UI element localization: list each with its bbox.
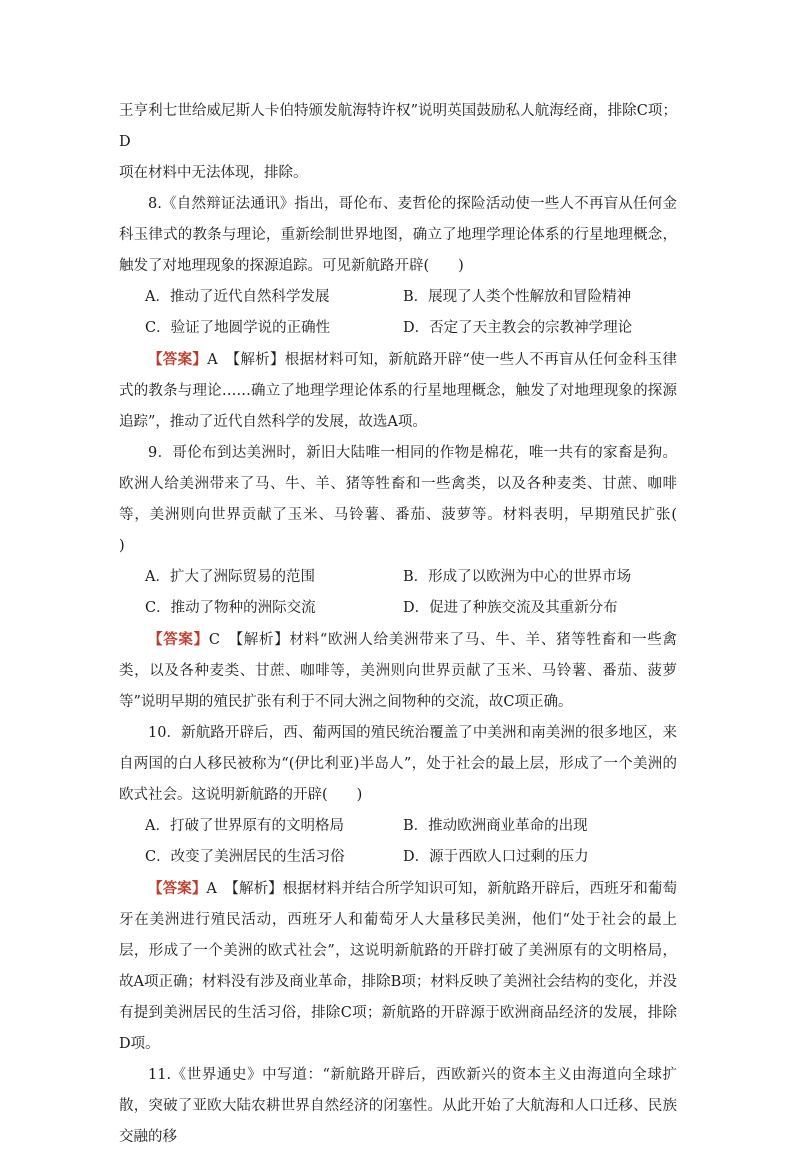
- option-d: D．否定了天主教会的宗教神学理论: [403, 320, 633, 336]
- question-9-options-row-1: [119, 562, 677, 593]
- question-8-stem: 8.《自然辩证法通讯》指出，哥伦布、麦哲伦的探险活动使一些人不再盲从任何金科玉律式的教条与理论，重新绘制世界地图，确立了地理学理论体系的行星地理概念，触发了对地理现象的探源追踪。可见新航路开辟( ): [119, 196, 677, 274]
- answer-text: C 【解析】材料“欧洲人给美洲带来了马、牛、羊、猪等牲畜和一些禽类，以及各种麦类、甘蔗、咖啡等，美洲则向世界贡献了玉米、马铃薯、番茄、菠萝等”说明早期的殖民扩张有利于不同大洲之间物种的交流，故C项正确。: [119, 632, 677, 710]
- option-d: D．源于西欧人口过剩的压力: [403, 849, 589, 865]
- question-9-options-row-2: [119, 593, 677, 624]
- option-c: C．验证了地圆学说的正确性: [145, 320, 331, 336]
- intro-line-1: 王亨利七世给威尼斯人卡伯特颁发航海特许权”说明英国鼓励私人航海经商，排除C项；D: [119, 103, 677, 150]
- question-10-options-row-2: [119, 842, 677, 873]
- intro-line-2: 项在材料中无法体现，排除。: [119, 165, 308, 181]
- document-body: [119, 96, 706, 1153]
- option-b: B．展现了人类个性解放和冒险精神: [403, 289, 632, 305]
- option-b: B．形成了以欧洲为中心的世界市场: [403, 569, 632, 585]
- question-8-options-row-1: [119, 282, 677, 313]
- answer-tag: 【答案】: [148, 631, 209, 648]
- option-c: C．推动了物种的洲际交流: [145, 600, 316, 616]
- option-c: C．改变了美洲居民的生活习俗: [145, 849, 345, 865]
- question-11-stem: 11.《世界通史》中写道：“新航路开辟后，西欧新兴的资本主义由海道向全球扩散，突破了亚欧大陆农耕世界自然经济的闭塞性。从此开始了大航海和人口迁移、民族交融的移: [119, 1067, 677, 1145]
- question-9-answer: [119, 624, 677, 718]
- option-a: A．扩大了洲际贸易的范围: [145, 569, 315, 585]
- answer-text: A 【解析】根据材料并结合所学知识可知，新航路开辟后，西班牙和葡萄牙在美洲进行殖民活动，西班牙人和葡萄牙人大量移民美洲，他们“处于社会的最上层，形成了一个美洲的欧式社会”，这说明新航路的开辟打破了美洲原有的文明格局，故A项正确；材料没有涉及商业革命，排除B项；材料反映了美洲社会结构的变化，并没有提到美洲居民的生活习俗，排除C项；新航路的开辟源于欧洲商品经济的发展，排除D项。: [119, 881, 678, 1052]
- question-8-options-row-2: [119, 313, 677, 344]
- question-10-stem: 10．新航路开辟后，西、葡两国的殖民统治覆盖了中美洲和南美洲的很多地区，来自两国的白人移民被称为“(伊比利亚)半岛人”，处于社会的最上层，形成了一个美洲的欧式社会。这说明新航路的开辟( ): [119, 725, 677, 803]
- option-a: A．打破了世界原有的文明格局: [145, 818, 344, 834]
- option-b: B．推动欧洲商业革命的出现: [403, 818, 588, 834]
- question-10-answer: [119, 873, 677, 1060]
- option-a: A．推动了近代自然科学发展: [145, 289, 330, 305]
- option-d: D．促进了种族交流及其重新分布: [403, 600, 618, 616]
- question-9-stem: 9．哥伦布到达美洲时，新旧大陆唯一相同的作物是棉花，唯一共有的家畜是狗。欧洲人给美洲带来了马、牛、羊、猪等牲畜和一些禽类，以及各种麦类、甘蔗、咖啡等，美洲则向世界贡献了玉米、马铃薯、番茄、菠萝等。材料表明，早期殖民扩张( ): [119, 445, 706, 554]
- answer-tag: 【答案】: [148, 351, 208, 368]
- answer-text: A 【解析】根据材料可知，新航路开辟“使一些人不再盲从任何金科玉律式的教条与理论……确立了地理学理论体系的行星地理概念，触发了对地理现象的探源追踪”，推动了近代自然科学的发展，故选A项。: [119, 352, 678, 430]
- answer-tag: 【答案】: [148, 880, 207, 897]
- question-10-options-row-1: [119, 811, 677, 842]
- question-8-answer: [119, 344, 677, 438]
